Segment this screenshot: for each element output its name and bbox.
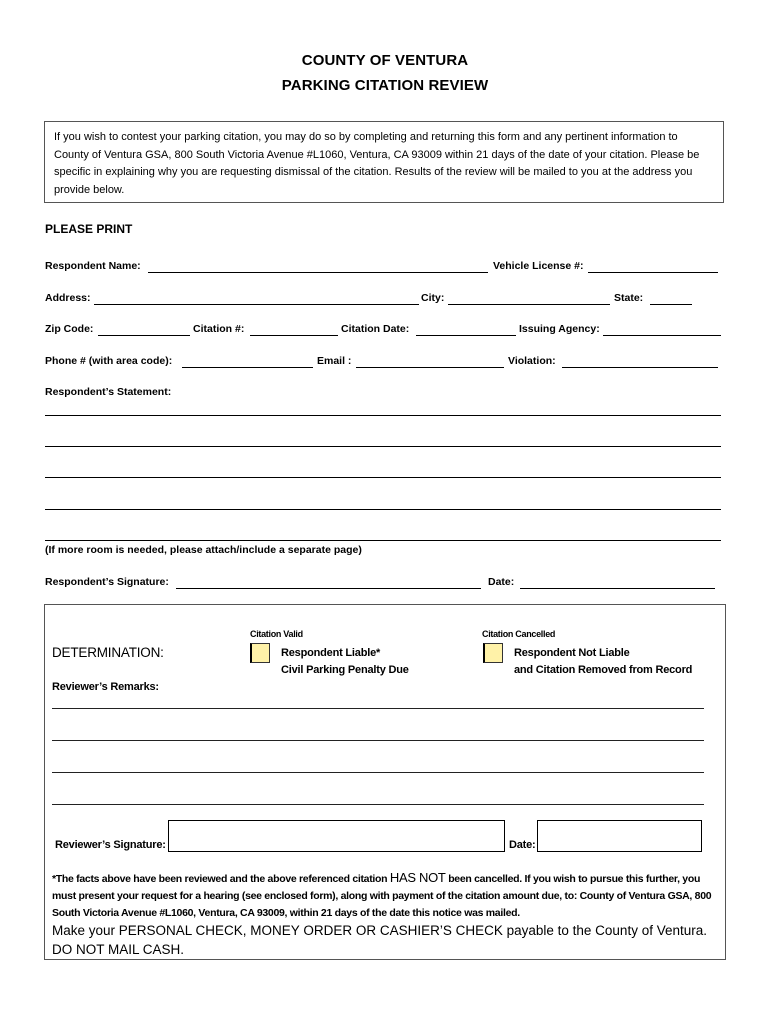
respondent-name-field[interactable]: [148, 272, 488, 273]
issuing-agency-field[interactable]: [603, 335, 721, 336]
please-print-heading: PLEASE PRINT: [45, 222, 133, 236]
respondent-date-field[interactable]: [520, 588, 715, 589]
reviewer-date-field[interactable]: [537, 820, 702, 852]
reviewer-date-label: Date:: [509, 839, 536, 851]
page-title: COUNTY OF VENTURA: [301, 52, 469, 69]
statement-line-2[interactable]: [45, 446, 721, 447]
address-field[interactable]: [94, 304, 419, 305]
city-field[interactable]: [448, 304, 610, 305]
city-label: City:: [421, 292, 445, 304]
respondent-signature-field[interactable]: [176, 588, 481, 589]
reviewer-signature-label: Reviewer’s Signature:: [55, 839, 166, 851]
email-label: Email :: [317, 355, 352, 367]
address-label: Address:: [45, 292, 91, 304]
respondent-name-label: Respondent Name:: [45, 260, 141, 272]
violation-label: Violation:: [508, 355, 556, 367]
liable-line-2: Civil Parking Penalty Due: [281, 664, 409, 676]
citation-number-label: Citation #:: [193, 323, 245, 335]
phone-field[interactable]: [182, 367, 313, 368]
statement-line-4[interactable]: [45, 509, 721, 510]
has-not-emphasis: HAS NOT: [389, 870, 446, 885]
not-liable-line-2: and Citation Removed from Record: [514, 664, 693, 676]
page-subtitle: PARKING CITATION REVIEW: [281, 77, 489, 94]
respondent-not-liable-checkbox[interactable]: [483, 643, 503, 663]
review-note-part-1: *The facts above have been reviewed and the above referenced citation: [52, 873, 390, 885]
instructions-box: [44, 121, 724, 203]
citation-date-field[interactable]: [416, 335, 516, 336]
statement-line-3[interactable]: [45, 477, 721, 478]
vehicle-license-field[interactable]: [588, 272, 718, 273]
citation-date-label: Citation Date:: [341, 323, 410, 335]
citation-number-field[interactable]: [250, 335, 338, 336]
remarks-line-1[interactable]: [52, 708, 704, 709]
issuing-agency-label: Issuing Agency:: [519, 323, 600, 335]
review-note: [52, 869, 714, 922]
statement-line-5[interactable]: [45, 540, 721, 541]
state-label: State:: [614, 292, 644, 304]
citation-cancelled-label: Citation Cancelled: [482, 629, 556, 639]
liable-line-1: Respondent Liable*: [281, 647, 381, 659]
reviewer-signature-field[interactable]: [168, 820, 505, 852]
statement-line-1[interactable]: [45, 415, 721, 416]
violation-field[interactable]: [562, 367, 718, 368]
statement-label: Respondent’s Statement:: [45, 386, 172, 398]
instructions-text: If you wish to contest your parking citation, you may do so by completing and returning this form and any pertinent information to County of Ventura GSA, 800 South Victoria Avenue #L1060, Ventura, CA 93009 within 21 days of the date of your citation. Please be specific in explaining why you are requesting dismissal of the citation. Results of the review will be mailed to you at the address you provide below.: [54, 131, 700, 196]
respondent-liable-checkbox[interactable]: [250, 643, 270, 663]
remarks-line-2[interactable]: [52, 740, 704, 741]
review-note-part-2: been cancelled. If you wish to pursue this further, you must present your request for a hearing (see enclosed form), along with payment of the citation amount due, to: County of Ventura GSA, 800 South Victoria Avenue #L1060, Ventura, CA 93009, within 21 days of the date this notice was mailed.: [52, 873, 712, 919]
respondent-signature-label: Respondent’s Signature:: [45, 576, 169, 588]
respondent-date-label: Date:: [488, 576, 515, 588]
email-field[interactable]: [356, 367, 504, 368]
remarks-line-4[interactable]: [52, 804, 704, 805]
determination-label: DETERMINATION:: [52, 645, 164, 660]
payment-notice: Make your PERSONAL CHECK, MONEY ORDER OR CASHIER’S CHECK payable to the County of Ventura. DO NOT MAIL CASH.: [52, 923, 707, 957]
phone-label: Phone # (with area code):: [45, 355, 173, 367]
citation-valid-label: Citation Valid: [250, 629, 303, 639]
reviewer-remarks-label: Reviewer’s Remarks:: [52, 681, 159, 693]
zip-code-label: Zip Code:: [45, 323, 94, 335]
state-field[interactable]: [650, 304, 692, 305]
vehicle-license-label: Vehicle License #:: [493, 260, 584, 272]
remarks-line-3[interactable]: [52, 772, 704, 773]
respondent-not-liable-text: [514, 645, 692, 679]
zip-code-field[interactable]: [98, 335, 190, 336]
respondent-liable-text: [281, 645, 409, 679]
not-liable-line-1: Respondent Not Liable: [514, 647, 630, 659]
more-room-note: (If more room is needed, please attach/include a separate page): [45, 544, 362, 556]
